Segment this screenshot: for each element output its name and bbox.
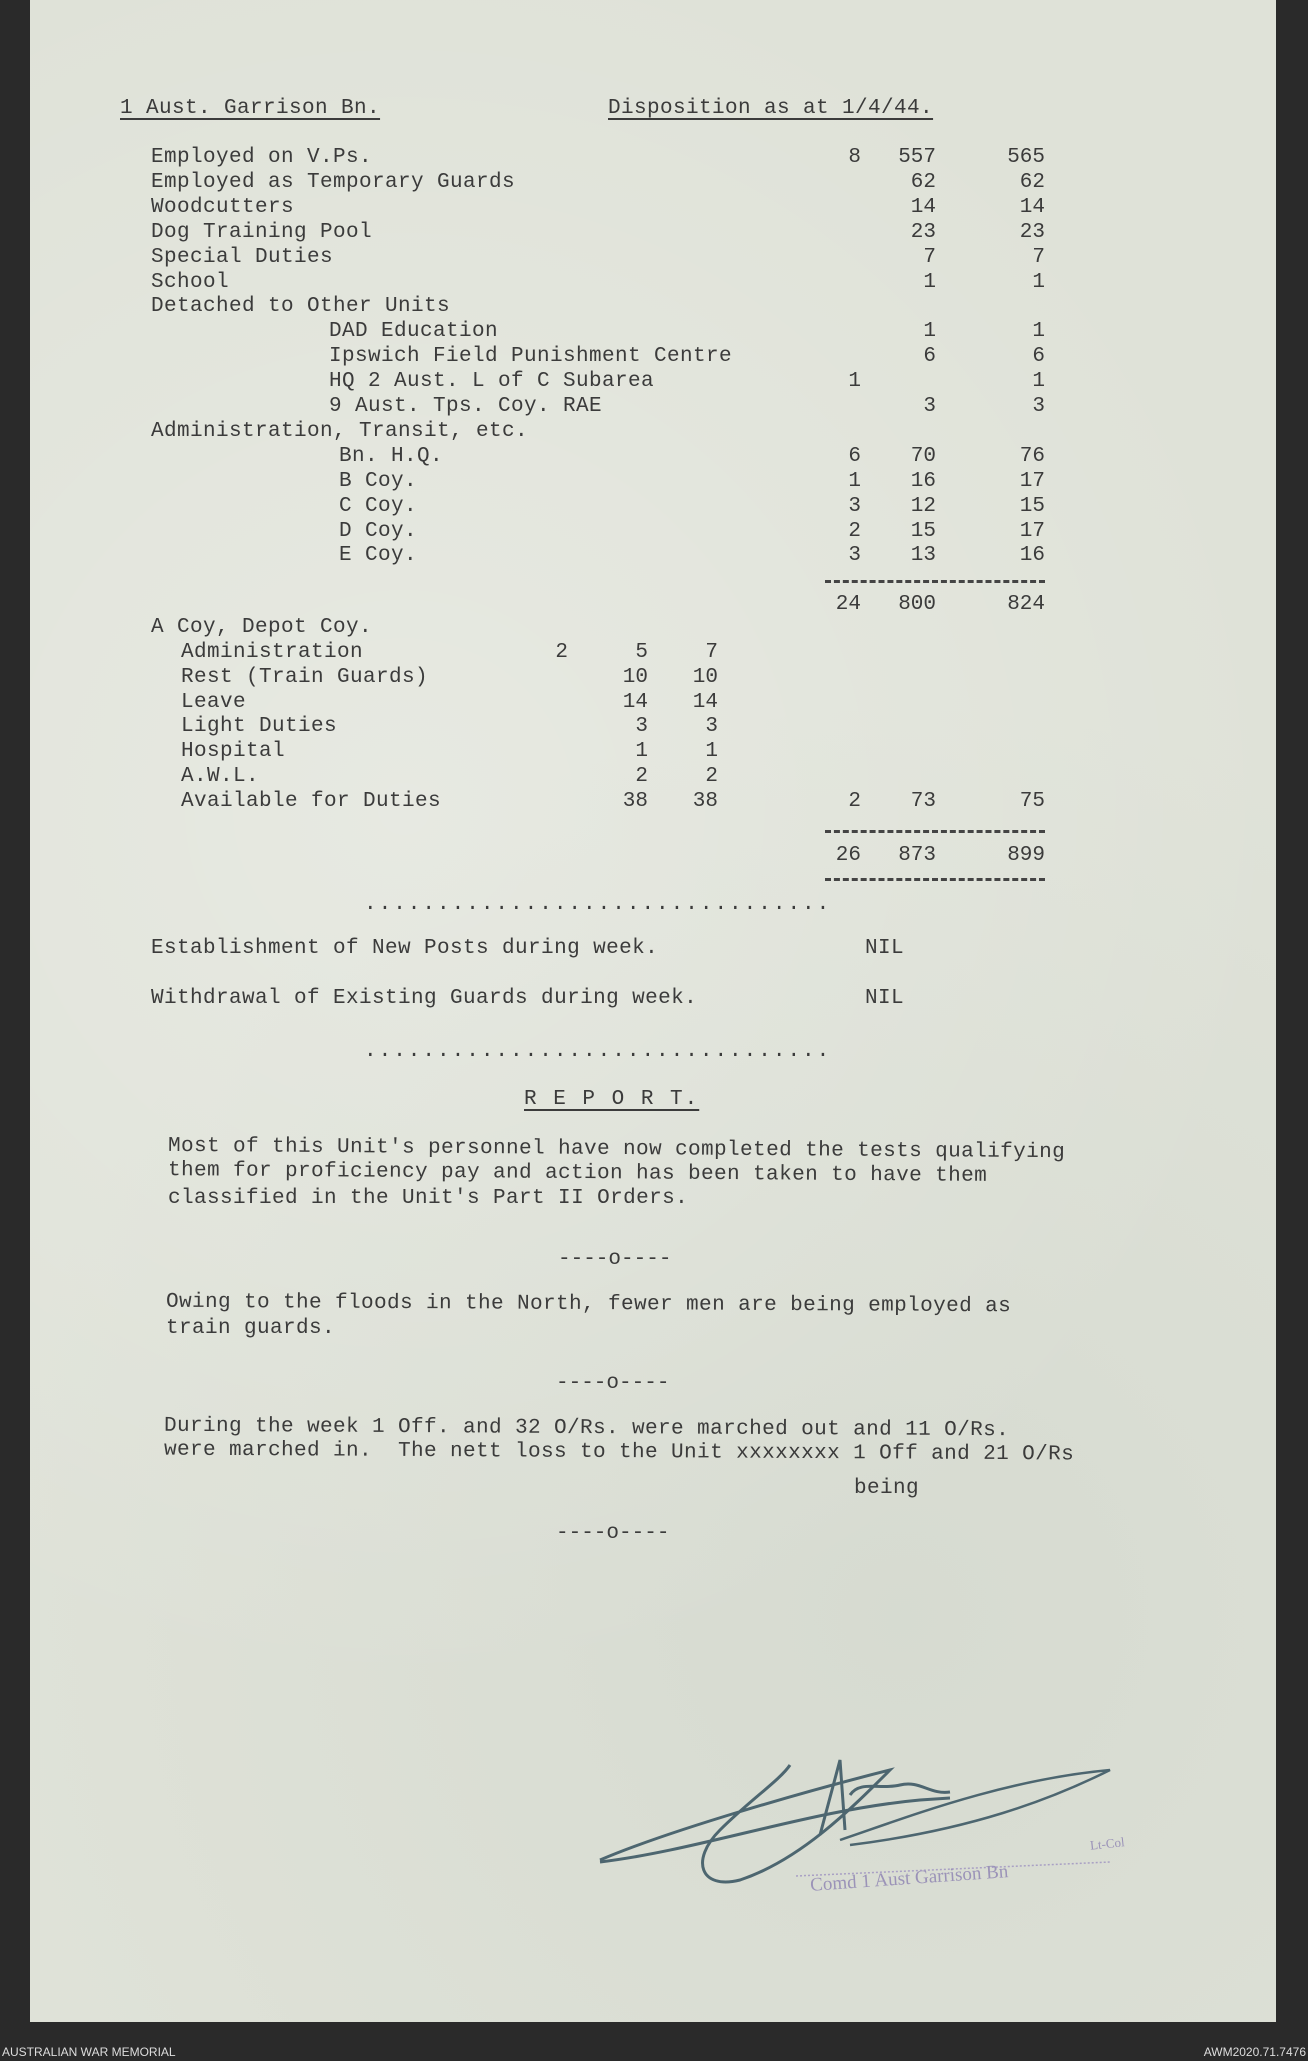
a-coy-value-c2: 3 xyxy=(635,715,648,739)
row-label: Special Duties xyxy=(151,245,334,269)
row-value-c3: 14 xyxy=(1019,195,1045,219)
row-value-c1: 1 xyxy=(848,370,861,394)
row-value-c2: 70 xyxy=(910,444,936,468)
section-separator: ----o---- xyxy=(556,1522,670,1545)
row-value-c2: 1 xyxy=(923,270,936,294)
a-coy-row-label: Hospital xyxy=(181,740,286,764)
row-label: HQ 2 Aust. L of C Subarea xyxy=(329,370,655,394)
row-value-c2: 13 xyxy=(910,544,936,568)
a-coy-total-c2: 73 xyxy=(910,790,936,813)
row-label: Woodcutters xyxy=(151,195,295,219)
row-value-c3: 1 xyxy=(1032,270,1045,294)
footer-source: AUSTRALIAN WAR MEMORIAL xyxy=(2,2045,176,2059)
row-value-c2: 3 xyxy=(923,395,936,418)
section-separator: ----o---- xyxy=(558,1248,672,1271)
a-coy-row-label: Light Duties xyxy=(181,715,338,739)
a-coy-value-c2: 38 xyxy=(622,789,648,813)
row-label: B Coy. xyxy=(339,469,418,493)
a-coy-row-label: Leave xyxy=(181,690,247,714)
grand-total-c3: 899 xyxy=(1007,844,1045,867)
a-coy-row-label: Administration xyxy=(181,641,364,664)
row-label: Employed on V.Ps. xyxy=(151,146,373,169)
row-value-c2: 15 xyxy=(910,519,936,543)
report-para3-line2: were marched in. The nett loss to the Unit xxxxxxxx 1 Off and 21 O/Rs xyxy=(163,1438,1075,1467)
grand-total-c1: 26 xyxy=(835,844,861,867)
row-value-c2: 16 xyxy=(910,469,936,493)
row-label: Employed as Temporary Guards xyxy=(151,170,516,194)
report-para3-insert: being xyxy=(854,1477,920,1500)
a-coy-value-c1: 2 xyxy=(555,641,568,664)
a-coy-value-c3: 38 xyxy=(692,789,718,813)
new-posts-label: Establishment of New Posts during week. xyxy=(151,937,659,960)
row-value-c1: 2 xyxy=(848,519,861,543)
row-label: Detached to Other Units xyxy=(151,295,451,319)
footer-accession: AWM2020.71.7476 xyxy=(1203,2045,1306,2059)
a-coy-row-label: Rest (Train Guards) xyxy=(181,665,429,689)
subtotal-c2: 800 xyxy=(898,593,936,616)
a-coy-value-c2: 2 xyxy=(635,765,648,788)
row-value-c1: 6 xyxy=(848,444,861,468)
row-label: 9 Aust. Tps. Coy. RAE xyxy=(329,395,603,418)
a-coy-value-c3: 14 xyxy=(692,690,718,714)
disposition-heading: Disposition as at 1/4/44. xyxy=(608,97,934,120)
row-value-c1: 1 xyxy=(848,469,861,493)
row-value-c3: 17 xyxy=(1019,519,1045,543)
withdrawal-label: Withdrawal of Existing Guards during week. xyxy=(151,987,698,1010)
row-label: C Coy. xyxy=(339,494,418,518)
row-value-c2: 23 xyxy=(910,220,936,244)
a-coy-value-c2: 10 xyxy=(622,665,648,689)
report-para1-line1: Most of this Unit's personnel have now completed the tests qualifying xyxy=(167,1134,1066,1165)
row-value-c3: 7 xyxy=(1032,245,1045,269)
a-coy-value-c3: 10 xyxy=(692,665,718,689)
row-label: Dog Training Pool xyxy=(151,220,373,244)
a-coy-value-c3: 3 xyxy=(705,715,718,739)
report-para1-line3: classified in the Unit's Part II Orders. xyxy=(168,1187,689,1210)
total-rule xyxy=(825,878,1045,881)
row-value-c3: 23 xyxy=(1019,220,1045,244)
report-para2-line1: Owing to the floods in the North, fewer men are being employed as xyxy=(165,1290,1012,1319)
a-coy-title: A Coy, Depot Coy. xyxy=(151,616,373,639)
row-value-c3: 565 xyxy=(1007,146,1045,169)
row-label: Administration, Transit, etc. xyxy=(151,419,529,443)
report-para3-line1: During the week 1 Off. and 32 O/Rs. were marched out and 11 O/Rs. xyxy=(163,1414,1010,1443)
dotted-divider: ................................ xyxy=(364,1040,832,1063)
row-value-c2: 1 xyxy=(923,320,936,344)
row-label: School xyxy=(151,270,230,294)
row-value-c2: 6 xyxy=(923,345,936,369)
section-separator: ----o---- xyxy=(556,1372,670,1395)
row-value-c1: 8 xyxy=(848,146,861,169)
row-value-c1: 3 xyxy=(848,494,861,518)
report-title: R E P O R T. xyxy=(524,1088,700,1111)
dotted-divider: ................................ xyxy=(364,893,832,916)
row-label: D Coy. xyxy=(339,519,418,543)
row-label: Bn. H.Q. xyxy=(339,444,444,468)
document-page xyxy=(30,0,1276,2022)
signature-stamp: Comd 1 Aust Garrison Bn xyxy=(809,1861,1009,1896)
new-posts-value: NIL xyxy=(865,937,905,960)
row-label: E Coy. xyxy=(339,544,418,568)
signature-rank: Lt-Col xyxy=(1089,1834,1126,1853)
unit-heading: 1 Aust. Garrison Bn. xyxy=(120,97,381,120)
row-value-c3: 76 xyxy=(1019,444,1045,468)
a-coy-row-label: Available for Duties xyxy=(181,789,442,813)
row-label: DAD Education xyxy=(329,320,499,344)
row-value-c1: 3 xyxy=(848,544,861,568)
row-label: Ipswich Field Punishment Centre xyxy=(329,345,733,369)
row-value-c2: 14 xyxy=(910,195,936,219)
a-coy-value-c2: 14 xyxy=(622,690,648,714)
row-value-c3: 6 xyxy=(1032,345,1045,369)
a-coy-value-c3: 7 xyxy=(705,641,718,664)
row-value-c3: 1 xyxy=(1032,320,1045,344)
row-value-c2: 7 xyxy=(923,245,936,269)
a-coy-value-c2: 5 xyxy=(635,641,648,664)
report-para1-line2: them for proficiency pay and action has been taken to have them xyxy=(167,1159,988,1188)
row-value-c2: 12 xyxy=(910,494,936,518)
a-coy-value-c3: 1 xyxy=(705,740,718,764)
a-coy-value-c2: 1 xyxy=(635,740,648,764)
row-value-c3: 17 xyxy=(1019,469,1045,493)
a-coy-row-label: A.W.L. xyxy=(181,765,260,788)
subtotal-c1: 24 xyxy=(835,593,861,616)
row-value-c3: 1 xyxy=(1032,370,1045,394)
subtotal-c3: 824 xyxy=(1007,593,1045,616)
a-coy-total-c1: 2 xyxy=(848,790,861,813)
row-value-c2: 557 xyxy=(898,146,936,169)
row-value-c3: 3 xyxy=(1032,395,1045,418)
grand-total-c2: 873 xyxy=(898,844,936,867)
row-value-c3: 62 xyxy=(1019,170,1045,194)
row-value-c2: 62 xyxy=(910,170,936,194)
row-value-c3: 16 xyxy=(1019,544,1045,568)
withdrawal-value: NIL xyxy=(865,987,905,1010)
total-rule xyxy=(825,830,1045,833)
row-value-c3: 15 xyxy=(1019,494,1045,518)
a-coy-value-c3: 2 xyxy=(705,765,718,788)
a-coy-total-c3: 75 xyxy=(1019,790,1045,813)
report-para2-line2: train guards. xyxy=(166,1317,336,1340)
total-rule xyxy=(825,580,1045,583)
